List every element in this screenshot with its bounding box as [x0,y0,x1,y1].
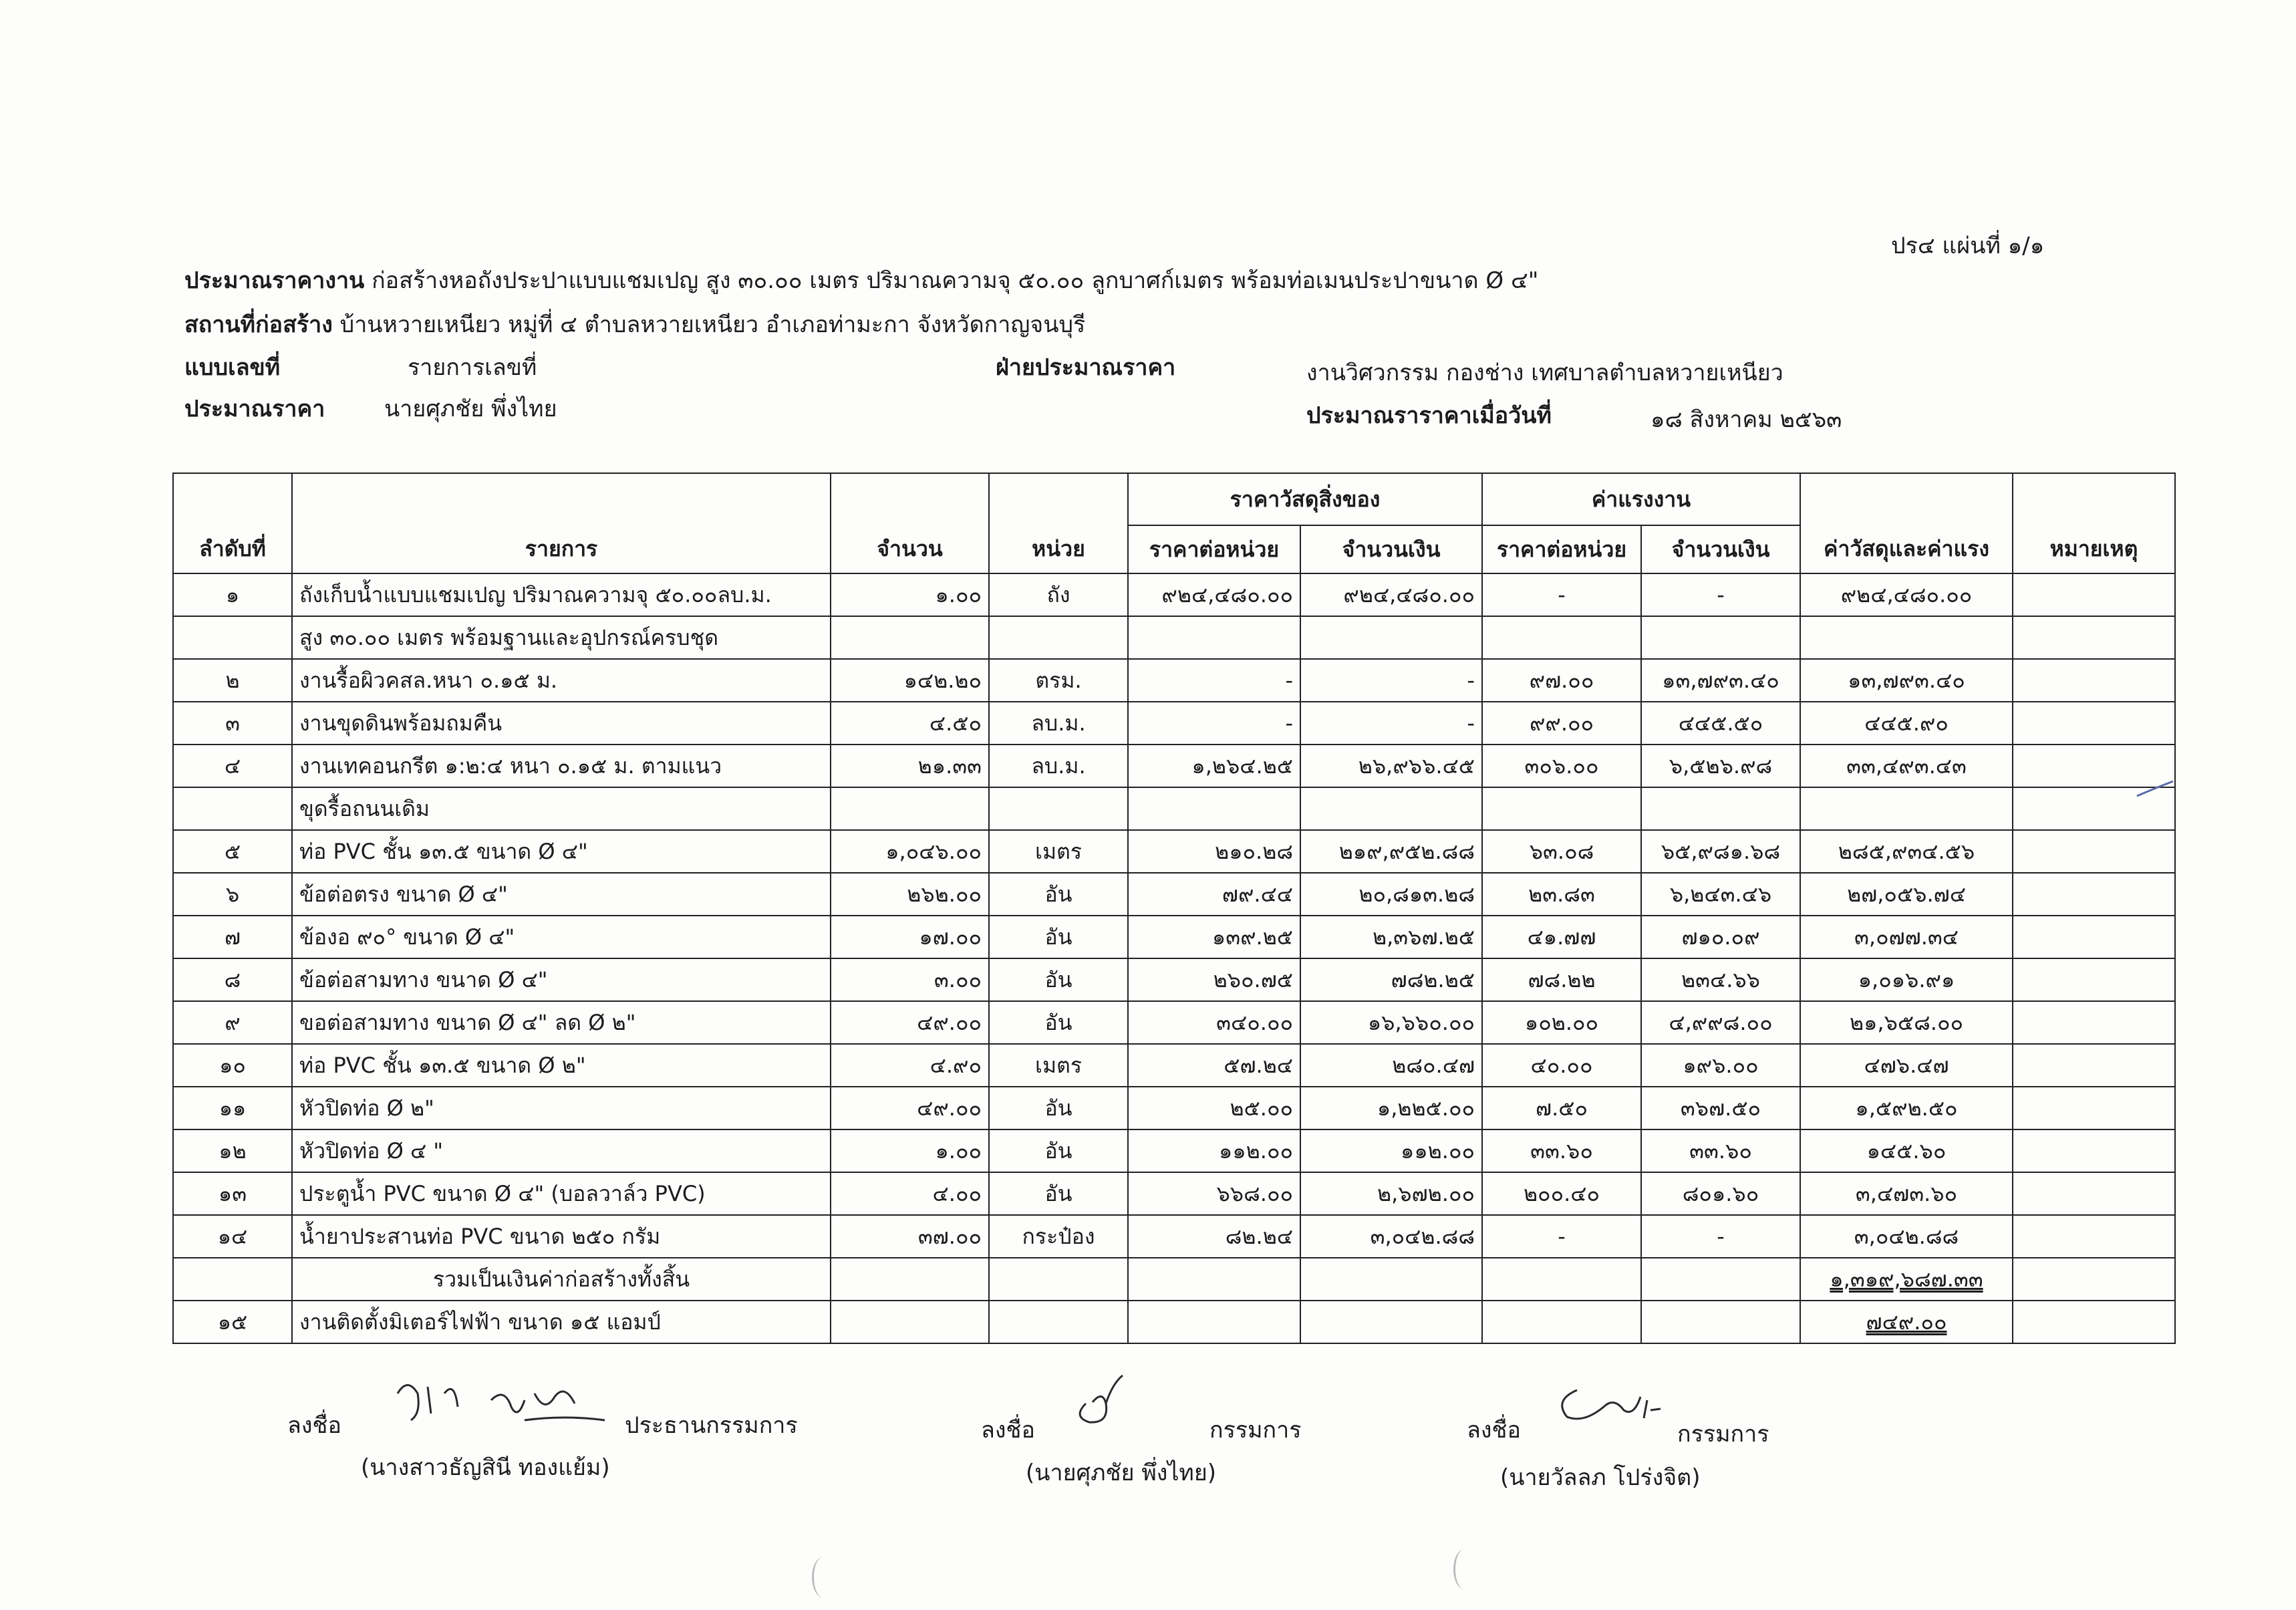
item-no-label: รายการเลขที่ [408,354,537,381]
cell-note [2013,1129,2175,1172]
cell-item: น้ำยาประสานท่อ PVC ขนาด ๒๕๐ กรัม [292,1215,831,1258]
cell-note [2013,573,2175,616]
table-row [173,1087,2175,1129]
cell-seq: ๑ [173,573,292,616]
cell-m-amount [1300,787,1482,830]
cell-l-amount [1641,1258,1800,1301]
cell-m-price: ๕๗.๒๔ [1128,1044,1300,1087]
signature-3-role: กรรมการ [1677,1421,1769,1448]
cell-m-price: ๑๓๙.๒๕ [1128,916,1300,958]
cell-l-price [1482,616,1641,659]
header-row-1 [173,473,2175,525]
cell-unit: อัน [989,958,1128,1001]
cell-seq: ๑๒ [173,1129,292,1172]
cell-item: งานรื้อผิวคสล.หนา ๐.๑๕ ม. [292,659,831,702]
cell-l-amount: ๔๔๕.๕๐ [1641,702,1800,745]
cell-qty: ๓.๐๐ [831,958,989,1001]
extra-row [173,1301,2175,1343]
cell-l-price: ๔๑.๗๗ [1482,916,1641,958]
table-row [173,916,2175,958]
cell-m-amount: ๑๑๒.๐๐ [1300,1129,1482,1172]
cell-l-amount: ๖๕,๙๘๑.๖๘ [1641,830,1800,873]
cell-qty [831,1258,989,1301]
cell-note [2013,616,2175,659]
cell-m-amount: ๒,๓๖๗.๒๕ [1300,916,1482,958]
col-labor-unit-price: ราคาต่อหน่วย [1482,525,1641,573]
cell-l-price: ๑๐๒.๐๐ [1482,1001,1641,1044]
cell-total: ๑๓,๗๙๓.๔๐ [1800,659,2013,702]
cell-qty: ๑.๐๐ [831,573,989,616]
cell-m-price [1128,616,1300,659]
col-total: ค่าวัสดุและค่าแรง [1800,473,2013,573]
cell-m-amount [1300,616,1482,659]
cell-m-price: - [1128,659,1300,702]
cell-m-amount: ๒,๖๗๒.๐๐ [1300,1172,1482,1215]
cell-item: ขุดรื้อถนนเดิม [292,787,831,830]
signature-3-sign-label: ลงชื่อ [1467,1417,1521,1444]
cell-l-amount: ๘๐๑.๖๐ [1641,1172,1800,1215]
cell-note [2013,702,2175,745]
cell-item: ข้องอ ๙๐° ขนาด Ø ๔" [292,916,831,958]
extra-total: ๗๔๙.๐๐ [1866,1309,1947,1335]
cell-item: สูง ๓๐.๐๐ เมตร พร้อมฐานและอุปกรณ์ครบชุด [292,616,831,659]
cell-seq [173,616,292,659]
col-material-group: ราคาวัสดุสิ่งของ [1128,473,1482,525]
cell-unit: อัน [989,1129,1128,1172]
cell-item: ท่อ PVC ชั้น ๑๓.๕ ขนาด Ø ๒" [292,1044,831,1087]
table-row [173,1129,2175,1172]
subtotal-label: รวมเป็นเงินค่าก่อสร้างทั้งสิ้น [292,1258,831,1301]
cell-m-price: ๒๖๐.๗๕ [1128,958,1300,1001]
table-body [173,573,2175,1343]
cell-qty: ๓๗.๐๐ [831,1215,989,1258]
site-text: บ้านหวายเหนียว หมู่ที่ ๔ ตำบลหวายเหนียว อำเภอท่ามะกา จังหวัดกาญจนบุรี [339,311,1086,338]
cell-l-price: ๓๓.๖๐ [1482,1129,1641,1172]
cell-item: หัวปิดท่อ Ø ๒" [292,1087,831,1129]
cell-total: ๔๔๕.๙๐ [1800,702,2013,745]
cell-m-price: ๒๕.๐๐ [1128,1087,1300,1129]
estimator-value: นายศุภชัย พึ่งไทย [384,396,557,422]
cell-qty [831,787,989,830]
cell-m-price: ๓๔๐.๐๐ [1128,1001,1300,1044]
cell-item: ท่อ PVC ชั้น ๑๓.๕ ขนาด Ø ๔" [292,830,831,873]
cell-m-price: - [1128,702,1300,745]
signature-3-name: (นายวัลลภ โปร่งจิต) [1500,1464,1701,1491]
cell-total: ๒๑,๖๕๘.๐๐ [1800,1001,2013,1044]
cell-qty: ๑,๐๔๖.๐๐ [831,830,989,873]
table-row [173,659,2175,702]
signature-3-handwriting [1550,1377,1671,1430]
cell-m-amount: ๓,๐๔๒.๘๘ [1300,1215,1482,1258]
cell-qty [831,1301,989,1343]
signature-1-role: ประธานกรรมการ [625,1412,798,1439]
cell-l-amount [1641,1301,1800,1343]
estimator-label: ประมาณราคา [184,396,325,422]
cell-qty: ๔.๙๐ [831,1044,989,1087]
cell-seq: ๑๑ [173,1087,292,1129]
cell-unit: ถัง [989,573,1128,616]
cell-seq: ๑๕ [173,1301,292,1343]
cell-item: ประตูน้ำ PVC ขนาด Ø ๔" (บอลวาล์ว PVC) [292,1172,831,1215]
cell-note [2013,1258,2175,1301]
cell-m-price: ๘๒.๒๔ [1128,1215,1300,1258]
table-row [173,830,2175,873]
cell-seq: ๑๓ [173,1172,292,1215]
cell-qty: ๔.๐๐ [831,1172,989,1215]
table-row [173,873,2175,916]
cell-total: ๑,๕๙๒.๕๐ [1800,1087,2013,1129]
col-unit: หน่วย [989,473,1128,573]
cell-unit: ลบ.ม. [989,745,1128,787]
cell-qty: ๒๖๒.๐๐ [831,873,989,916]
cell-note [2013,873,2175,916]
signature-1-handwriting [391,1373,611,1434]
cell-unit [989,1301,1128,1343]
cell-seq: ๒ [173,659,292,702]
cell-qty: ๒๑.๓๓ [831,745,989,787]
signature-2-name: (นายศุภชัย พึ่งไทย) [1026,1460,1217,1486]
cell-m-amount: ๗๘๒.๒๕ [1300,958,1482,1001]
cell-l-price: - [1482,1215,1641,1258]
cell-l-price: ๗๘.๒๒ [1482,958,1641,1001]
cell-seq: ๙ [173,1001,292,1044]
cell-m-price: ๗๙.๔๔ [1128,873,1300,916]
table-row [173,1215,2175,1258]
cell-item: ข้อต่อตรง ขนาด Ø ๔" [292,873,831,916]
plan-label: แบบเลขที่ [184,354,281,381]
cell-m-amount: ๒๘๐.๔๗ [1300,1044,1482,1087]
cell-l-amount: ๗๑๐.๐๙ [1641,916,1800,958]
cell-l-amount: ๑๓,๗๙๓.๔๐ [1641,659,1800,702]
cell-l-price: ๔๐.๐๐ [1482,1044,1641,1087]
cell-seq: ๑๔ [173,1215,292,1258]
cell-unit: อัน [989,1172,1128,1215]
cell-l-price: ๒๐๐.๔๐ [1482,1172,1641,1215]
cell-m-price: ๑,๒๖๔.๒๕ [1128,745,1300,787]
cell-seq [173,787,292,830]
cost-estimate-table [172,473,2176,1344]
cell-item: หัวปิดท่อ Ø ๔ " [292,1129,831,1172]
col-labor-amount: จำนวนเงิน [1641,525,1800,573]
cell-l-amount [1641,616,1800,659]
cell-seq: ๔ [173,745,292,787]
cell-qty: ๑.๐๐ [831,1129,989,1172]
scan-smudge [812,1557,834,1597]
cell-m-price [1128,787,1300,830]
col-seq: ลำดับที่ [173,473,292,573]
cell-total: ๑,๐๑๖.๙๑ [1800,958,2013,1001]
cell-m-amount [1300,1258,1482,1301]
cell-item: ถังเก็บน้ำแบบแชมเปญ ปริมาณความจุ ๕๐.๐๐ลบ.ม. [292,573,831,616]
cell-note [2013,659,2175,702]
cell-m-price: ๑๑๒.๐๐ [1128,1129,1300,1172]
cell-seq: ๗ [173,916,292,958]
cell-l-price: ๙๗.๐๐ [1482,659,1641,702]
cell-unit: อัน [989,916,1128,958]
cell-note [2013,1172,2175,1215]
estimator-dept-label: ฝ่ายประมาณราคา [996,354,1176,381]
cell-l-amount: - [1641,573,1800,616]
cell-unit: อัน [989,873,1128,916]
table-row [173,1001,2175,1044]
cell-l-amount: ๖,๒๔๓.๔๖ [1641,873,1800,916]
cell-total: ๓๓,๔๙๓.๔๓ [1800,745,2013,787]
cell-unit: อัน [989,1087,1128,1129]
cell-item: ข้อต่อสามทาง ขนาด Ø ๔" [292,958,831,1001]
cell-l-amount: ๓๓.๖๐ [1641,1129,1800,1172]
cell-unit: เมตร [989,830,1128,873]
cell-seq: ๘ [173,958,292,1001]
col-item: รายการ [292,473,831,573]
cell-unit: ลบ.ม. [989,702,1128,745]
cell-qty: ๑๔๒.๒๐ [831,659,989,702]
signature-2-handwriting [1066,1370,1139,1430]
cell-note [2013,1215,2175,1258]
cell-total: ๔๗๖.๔๗ [1800,1044,2013,1087]
cell-m-price [1128,1301,1300,1343]
cell-l-amount: ๒๓๔.๖๖ [1641,958,1800,1001]
cell-l-price [1482,1301,1641,1343]
cell-l-price: - [1482,573,1641,616]
site-line [184,306,1085,342]
cell-total [1800,787,2013,830]
col-note: หมายเหตุ [2013,473,2175,573]
cell-total: ๙๒๔,๔๘๐.๐๐ [1800,573,2013,616]
cell-unit: อัน [989,1001,1128,1044]
cell-m-amount: ๑,๒๒๕.๐๐ [1300,1087,1482,1129]
cell-total: ๑๔๕.๖๐ [1800,1129,2013,1172]
cell-note [2013,1301,2175,1343]
cell-l-amount: ๑๙๖.๐๐ [1641,1044,1800,1087]
cell-qty: ๔.๕๐ [831,702,989,745]
cell-total: ๓,๔๗๓.๖๐ [1800,1172,2013,1215]
cell-total [1800,616,2013,659]
cell-m-amount: ๒๑๙,๙๕๒.๘๘ [1300,830,1482,873]
cell-m-amount: - [1300,702,1482,745]
sheet-number: ปร๔ แผ่นที่ ๑/๑ [1891,233,2045,259]
cell-m-price [1128,1258,1300,1301]
table-row [173,787,2175,830]
cell-m-amount: ๑๖,๖๖๐.๐๐ [1300,1001,1482,1044]
cell-qty: ๔๙.๐๐ [831,1087,989,1129]
cell-item: ขอต่อสามทาง ขนาด Ø ๔" ลด Ø ๒" [292,1001,831,1044]
cell-total: ๒๘๕,๙๓๔.๕๖ [1800,830,2013,873]
signature-2-sign-label: ลงชื่อ [981,1417,1035,1444]
table-row [173,1044,2175,1087]
cell-note [2013,1044,2175,1087]
cell-l-price [1482,787,1641,830]
cell-m-amount: ๒๐,๘๑๓.๒๘ [1300,873,1482,916]
table-row [173,745,2175,787]
cell-l-amount: ๓๖๗.๕๐ [1641,1087,1800,1129]
cell-seq: ๓ [173,702,292,745]
cell-unit [989,1258,1128,1301]
cell-unit: กระป๋อง [989,1215,1128,1258]
cell-l-price: ๙๙.๐๐ [1482,702,1641,745]
cell-l-amount: ๔,๙๙๘.๐๐ [1641,1001,1800,1044]
cell-l-price: ๖๓.๐๘ [1482,830,1641,873]
cell-qty: ๔๙.๐๐ [831,1001,989,1044]
cell-qty: ๑๗.๐๐ [831,916,989,958]
subtotal-value: ๑,๓๑๙,๖๘๗.๓๓ [1830,1266,1983,1292]
cell-qty [831,616,989,659]
scan-smudge [1453,1549,1475,1589]
signature-2-role: กรรมการ [1209,1417,1302,1444]
cell-note [2013,1087,2175,1129]
cell-seq [173,1258,292,1301]
cell-item: งานเทคอนกรีต ๑:๒:๔ หนา ๐.๑๕ ม. ตามแนว [292,745,831,787]
cell-m-amount: ๙๒๔,๔๘๐.๐๐ [1300,573,1482,616]
cell-unit: เมตร [989,1044,1128,1087]
cell-unit: ตรม. [989,659,1128,702]
cell-l-price: ๓๐๖.๐๐ [1482,745,1641,787]
cell-m-amount: - [1300,659,1482,702]
cell-l-price [1482,1258,1641,1301]
date-label: ประมาณราราคาเมื่อวันที่ [1306,402,1552,429]
table-row [173,573,2175,616]
cell-l-price: ๗.๕๐ [1482,1087,1641,1129]
cell-unit [989,616,1128,659]
cell-l-price: ๒๓.๘๓ [1482,873,1641,916]
cell-seq: ๖ [173,873,292,916]
site-label: สถานที่ก่อสร้าง [184,311,333,338]
project-text: ก่อสร้างหอถังประปาแบบแชมเปญ สูง ๓๐.๐๐ เมตร ปริมาณความจุ ๕๐.๐๐ ลูกบาศก์เมตร พร้อมท่อเมนประปาขนาด Ø ๔" [372,267,1539,294]
estimator-dept-value: งานวิศวกรรม กองช่าง เทศบาลตำบลหวายเหนียว [1306,360,1783,386]
cell-item: งานติดตั้งมิเตอร์ไฟฟ้า ขนาด ๑๕ แอมป์ [292,1301,831,1343]
cell-total: ๒๗,๐๕๖.๗๔ [1800,873,2013,916]
cell-unit [989,787,1128,830]
cell-note [2013,1001,2175,1044]
cell-m-price: ๙๒๔,๔๘๐.๐๐ [1128,573,1300,616]
table-row [173,1172,2175,1215]
cell-seq: ๕ [173,830,292,873]
project-label: ประมาณราคางาน [184,267,365,294]
cell-total: ๓,๐๔๒.๘๘ [1800,1215,2013,1258]
table-row [173,616,2175,659]
cell-note [2013,958,2175,1001]
cell-item: งานขุดดินพร้อมถมคืน [292,702,831,745]
cell-m-price: ๒๑๐.๒๘ [1128,830,1300,873]
date-value: ๑๘ สิงหาคม ๒๕๖๓ [1651,406,1842,433]
pen-tick-mark [2136,779,2176,799]
cell-seq: ๑๐ [173,1044,292,1087]
cell-m-price: ๖๖๘.๐๐ [1128,1172,1300,1215]
cell-l-amount [1641,787,1800,830]
cell-total: ๓,๐๗๗.๓๔ [1800,916,2013,958]
signature-1-sign-label: ลงชื่อ [287,1412,341,1439]
cell-l-amount: ๖,๕๒๖.๙๘ [1641,745,1800,787]
table-row [173,958,2175,1001]
col-labor-group: ค่าแรงงาน [1482,473,1800,525]
cell-l-amount: - [1641,1215,1800,1258]
cell-m-amount: ๒๖,๙๖๖.๔๕ [1300,745,1482,787]
cell-note [2013,916,2175,958]
project-line [184,262,1538,298]
table-row [173,702,2175,745]
subtotal-row [173,1258,2175,1301]
col-material-unit-price: ราคาต่อหน่วย [1128,525,1300,573]
col-material-amount: จำนวนเงิน [1300,525,1482,573]
cell-note [2013,830,2175,873]
col-qty: จำนวน [831,473,989,573]
signature-1-name: (นางสาวธัญสินี ทองแย้ม) [361,1454,610,1481]
cell-m-amount [1300,1301,1482,1343]
